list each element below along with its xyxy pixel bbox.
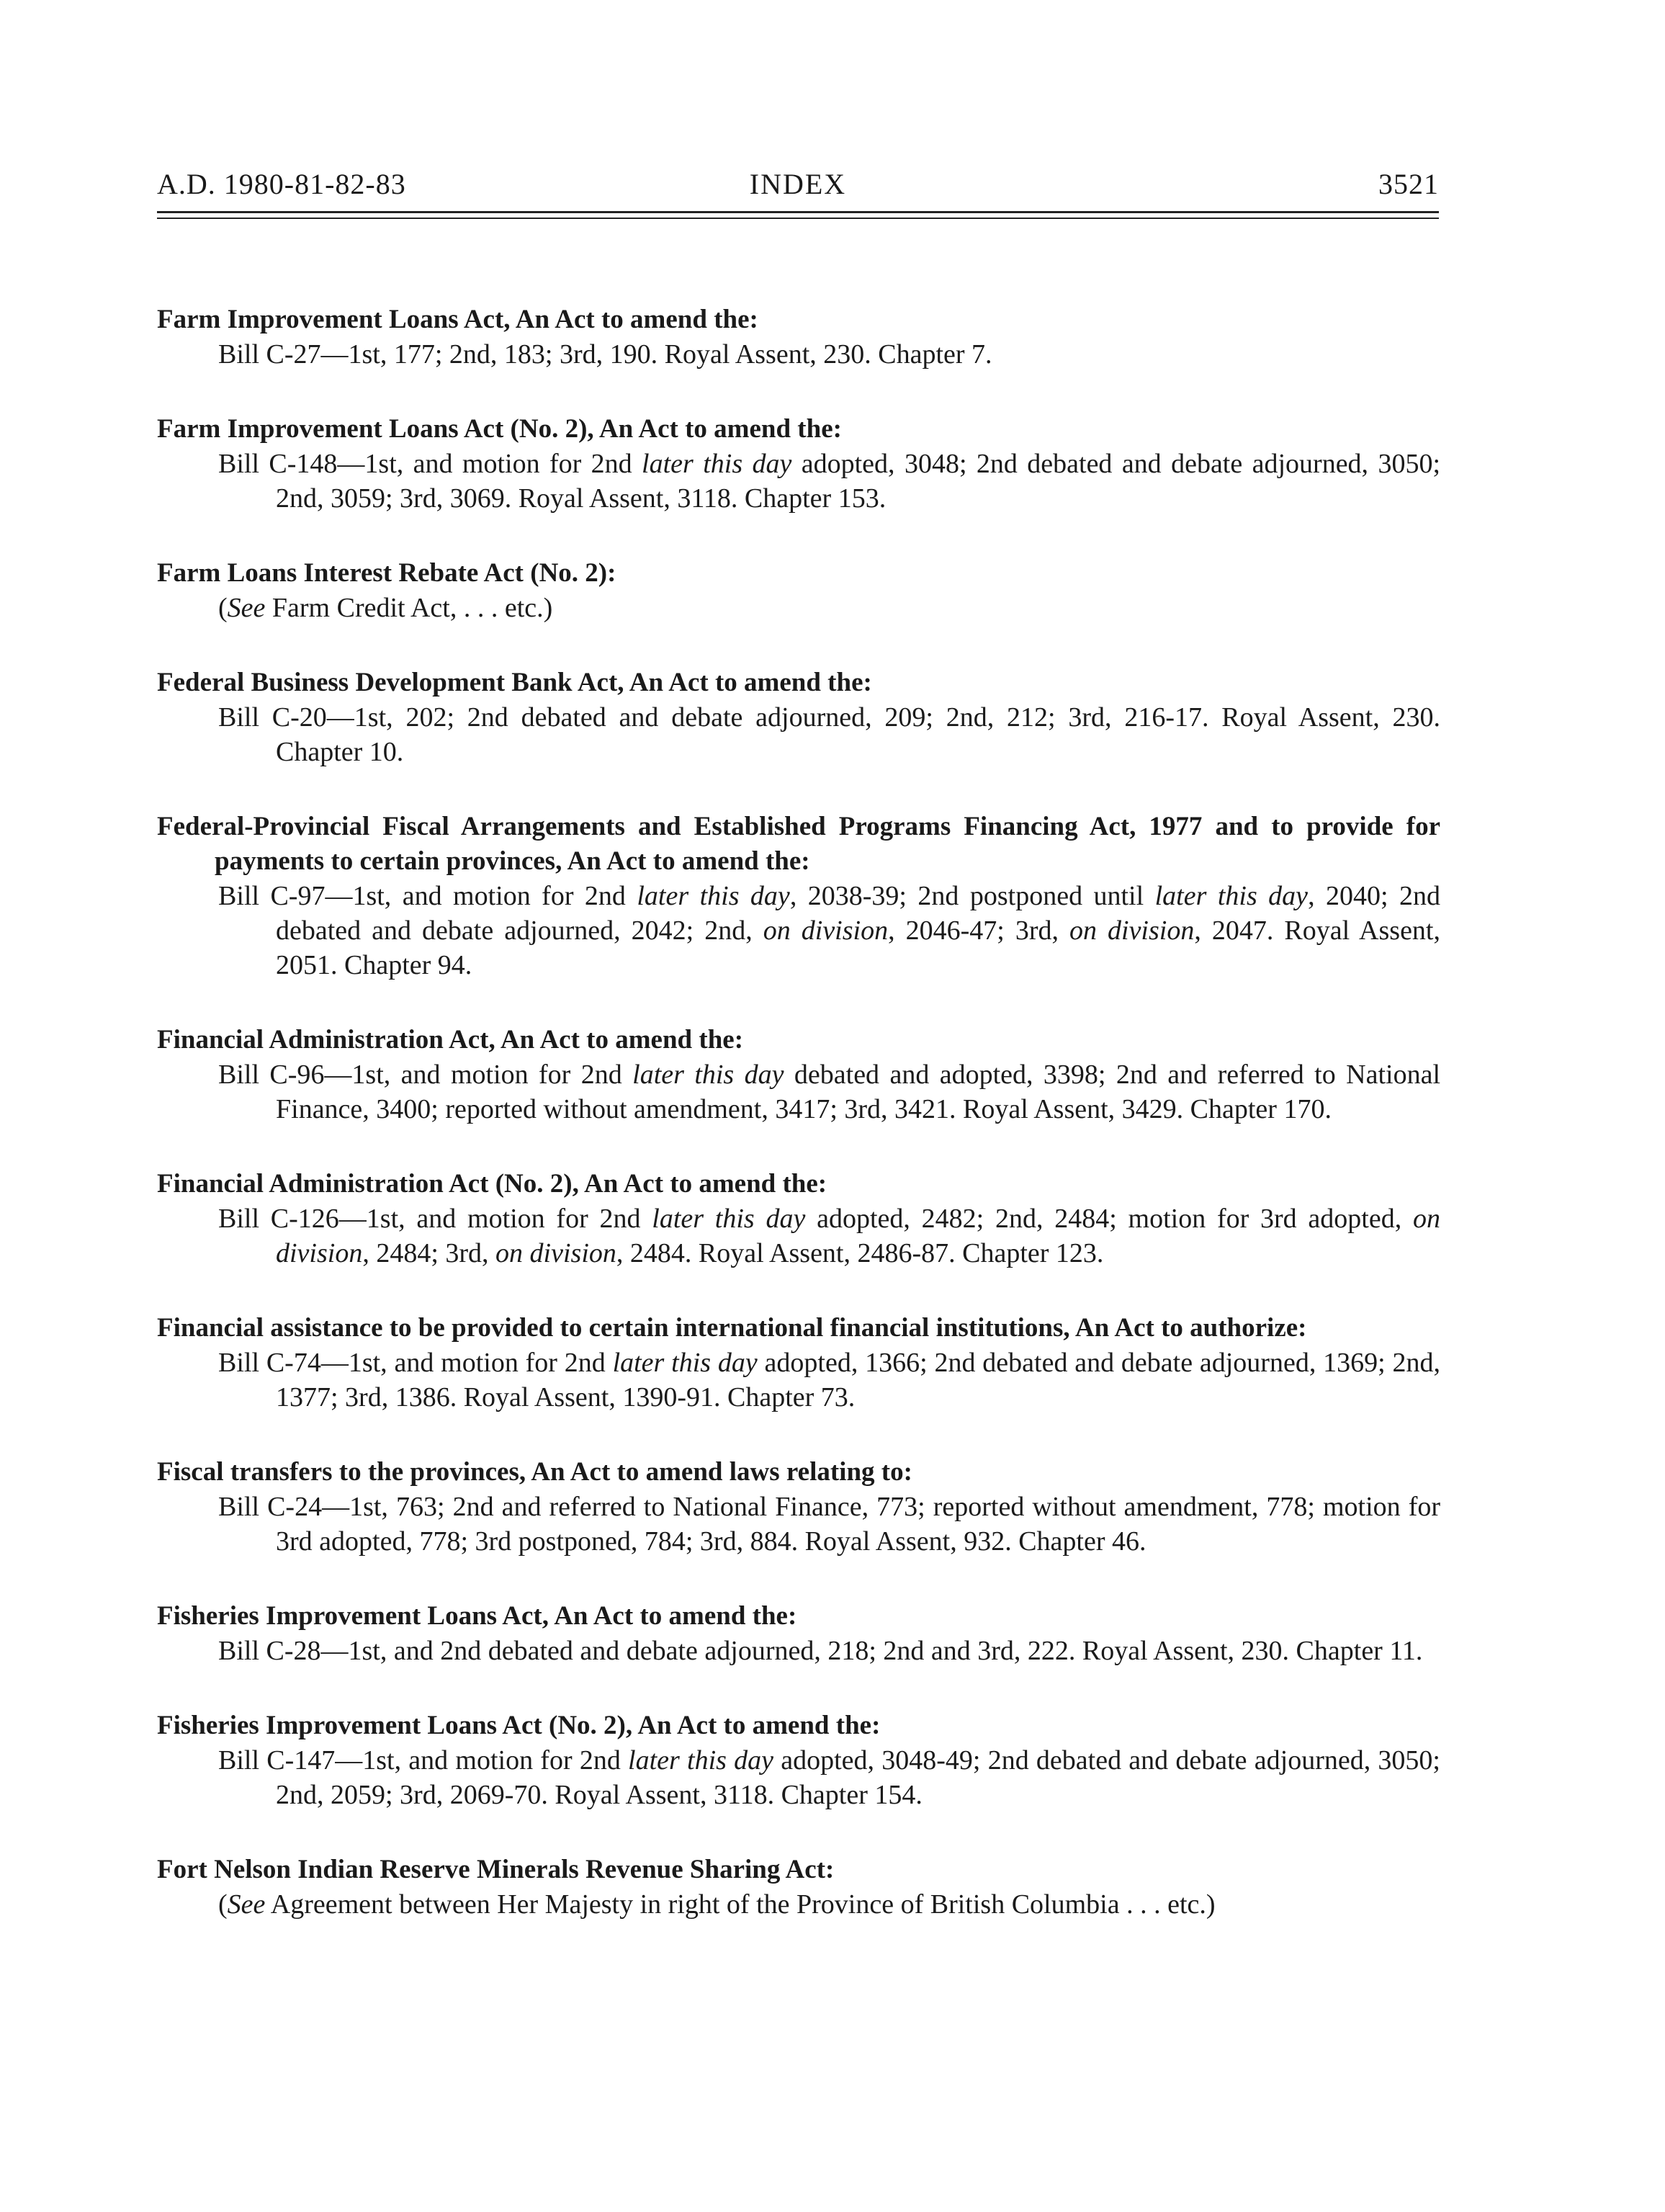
entry-body: (See Agreement between Her Majesty in right of the Province of British Columbia . . . etc.) <box>218 1889 1216 1920</box>
entry-body: Bill C-96—1st, and motion for 2nd later this day debated and adopted, 3398; 2nd and referred to National Finance, 3400; reported without amendment, 3417; 3rd, 3421. Royal Assent, 3429. Chapter 170. <box>218 1060 1440 1124</box>
index-entry <box>157 1455 1440 1559</box>
index-entry <box>157 1853 1440 1922</box>
index-entry <box>157 556 1440 625</box>
index-entry <box>157 1311 1440 1415</box>
entry-body: Bill C-148—1st, and motion for 2nd later this day adopted, 3048; 2nd debated and debate adjourned, 3050; 2nd, 3059; 3rd, 3069. Royal Assent, 3118. Chapter 153. <box>218 449 1441 514</box>
entry-title: Fisheries Improvement Loans Act, An Act to amend the: <box>157 1601 797 1631</box>
entry-body: Bill C-28—1st, and 2nd debated and debate adjourned, 218; 2nd and 3rd, 222. Royal Assent, 230. Chapter 11. <box>218 1636 1423 1666</box>
index-entry <box>157 1599 1440 1668</box>
index-entry <box>157 666 1440 769</box>
entry-body: Bill C-27—1st, 177; 2nd, 183; 3rd, 190. Royal Assent, 230. Chapter 7. <box>218 339 992 370</box>
entry-title: Farm Improvement Loans Act, An Act to amend the: <box>157 305 758 334</box>
page-number: 3521 <box>1378 168 1439 200</box>
entry-title: Fisheries Improvement Loans Act (No. 2), An Act to amend the: <box>157 1711 881 1740</box>
entry-title: Federal-Provincial Fiscal Arrangements and Established Programs Financing Act, 1977 and to provide for payments to certain provinces, An Act to amend the: <box>157 812 1440 876</box>
entry-body: Bill C-74—1st, and motion for 2nd later this day adopted, 1366; 2nd debated and debate adjourned, 1369; 2nd, 1377; 3rd, 1386. Royal Assent, 1390-91. Chapter 73. <box>218 1348 1441 1412</box>
header-rule-top <box>157 211 1439 213</box>
page-header <box>157 167 1439 210</box>
entry-body: (See Farm Credit Act, . . . etc.) <box>218 593 553 623</box>
entry-body: Bill C-97—1st, and motion for 2nd later this day, 2038-39; 2nd postponed until later this day, 2040; 2nd debated and debate adjourned, 2042; 2nd, on division, 2046-47; 3rd, on division, 2047. Royal Assent, 2051. Chapter 94. <box>218 881 1441 980</box>
entry-title: Financial Administration Act (No. 2), An Act to amend the: <box>157 1169 827 1199</box>
entry-body: Bill C-147—1st, and motion for 2nd later this day adopted, 3048-49; 2nd debated and debate adjourned, 3050; 2nd, 2059; 3rd, 2069-70. Royal Assent, 3118. Chapter 154. <box>218 1745 1440 1810</box>
entry-body: Bill C-126—1st, and motion for 2nd later this day adopted, 2482; 2nd, 2484; motion for 3rd adopted, on division, 2484; 3rd, on division, 2484. Royal Assent, 2486-87. Chapter 123. <box>218 1204 1440 1268</box>
entry-title: Farm Loans Interest Rebate Act (No. 2): <box>157 558 616 588</box>
entry-body: Bill C-20—1st, 202; 2nd debated and debate adjourned, 209; 2nd, 212; 3rd, 216-17. Royal Assent, 230. Chapter 10. <box>218 702 1440 767</box>
index-entry <box>157 412 1440 516</box>
index-entry <box>157 1023 1440 1127</box>
entry-title: Farm Improvement Loans Act (No. 2), An Act to amend the: <box>157 414 842 444</box>
header-title: INDEX <box>749 168 847 200</box>
entry-title: Federal Business Development Bank Act, An Act to amend the: <box>157 668 872 697</box>
entry-title: Fiscal transfers to the provinces, An Act to amend laws relating to: <box>157 1457 912 1487</box>
entry-title: Financial Administration Act, An Act to amend the: <box>157 1025 744 1054</box>
entry-title: Fort Nelson Indian Reserve Minerals Revenue Sharing Act: <box>157 1855 835 1884</box>
index-entries <box>157 303 1440 1962</box>
entry-title: Financial assistance to be provided to certain international financial institutions, An Act to authorize: <box>157 1313 1307 1343</box>
index-entry <box>157 1709 1440 1812</box>
index-entry <box>157 810 1440 982</box>
entry-body: Bill C-24—1st, 763; 2nd and referred to National Finance, 773; reported without amendment, 778; motion for 3rd adopted, 778; 3rd postponed, 784; 3rd, 884. Royal Assent, 932. Chapter 46. <box>218 1492 1440 1557</box>
header-rule-bottom <box>157 218 1439 219</box>
header-year-range: A.D. 1980-81-82-83 <box>157 168 406 200</box>
index-entry <box>157 1167 1440 1271</box>
index-entry <box>157 303 1440 372</box>
